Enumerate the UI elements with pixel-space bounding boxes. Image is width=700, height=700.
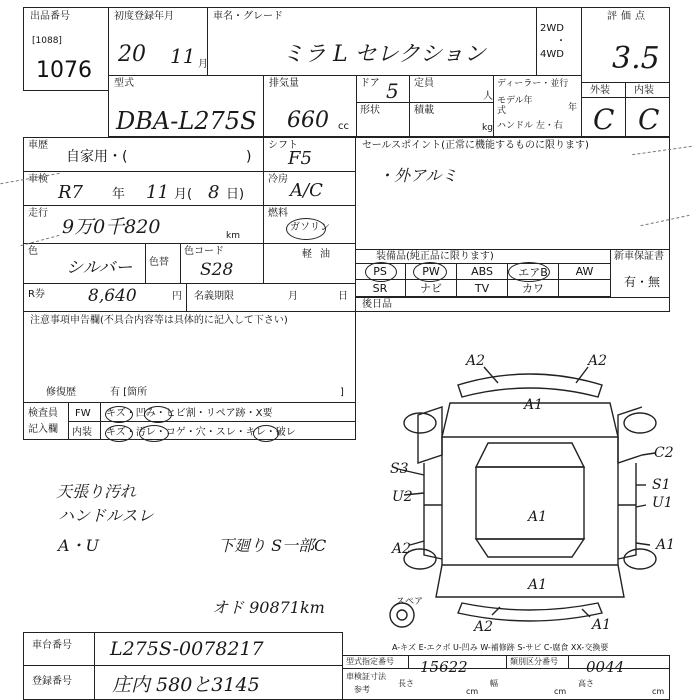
hist-div-4 — [23, 283, 356, 284]
history-close: ) — [246, 149, 252, 165]
type-cert-vdiv — [408, 655, 409, 668]
shift-value: F5 — [288, 148, 312, 169]
mark-left-door-1: S3 — [390, 461, 409, 477]
color-change-label: 色替 — [149, 257, 169, 268]
equip-item: TV — [474, 281, 490, 295]
term-label: 名義期限 — [194, 291, 234, 302]
inspection-month-unit: 月( — [174, 187, 193, 202]
note-line-1: 天張り汚れ — [56, 482, 137, 501]
score-label: 評価点 — [607, 11, 649, 22]
class-vdiv-2 — [568, 655, 569, 668]
plate-label: 車台番号 — [32, 640, 72, 651]
hist-div-1 — [23, 171, 356, 172]
mark-left-door-2: U2 — [392, 489, 413, 505]
mark-front-right: A2 — [588, 353, 608, 369]
int-scratch-circle — [105, 425, 133, 442]
term-month: 月 — [288, 291, 298, 302]
fw-label: FW — [75, 408, 91, 419]
selling-value: ・外アルミ — [378, 166, 458, 185]
inspector-vdiv-2 — [100, 402, 101, 440]
recycle-value: 8,640 — [88, 286, 137, 306]
int-insp-label: 内装 — [72, 427, 92, 438]
equip-cell — [508, 280, 559, 297]
repair-value: 有 [箇所 — [110, 387, 148, 398]
equip-item: ABS — [471, 265, 493, 278]
dealer-label: ディーラー・並行 — [497, 79, 569, 89]
class-vdiv — [506, 655, 507, 668]
class-value: 0044 — [586, 658, 625, 676]
model-value: DBA-L275S — [116, 107, 257, 135]
equip-cell — [457, 280, 508, 297]
ext-int-divider — [581, 97, 670, 98]
equip-item: ナビ — [420, 282, 442, 295]
first-reg-year: 20 — [118, 42, 146, 67]
inspection-day-val: 8 — [208, 182, 220, 203]
mark-hood: A1 — [524, 397, 544, 413]
displacement-label: 排気量 — [269, 78, 299, 89]
lot-sub: [1088] — [32, 36, 62, 46]
int-insp-items: キズ・汚レ・コゲ・穴・スレ・キレ・破レ — [106, 427, 296, 438]
type-cert-label: 型式指定番号 — [346, 657, 394, 666]
fw-dent-circle — [144, 406, 172, 423]
fw-scratch-circle — [105, 406, 133, 423]
mark-left-rear: A2 — [392, 541, 412, 557]
notes-title: 注意事項申告欄(不具合内容等は具体的に記入して下さい) — [30, 315, 288, 326]
inspection-label: 車検 — [28, 174, 48, 185]
lot-label: 出品番号 — [30, 11, 70, 22]
capacity-label: 定員 — [414, 78, 434, 89]
size-ref-label: 参考 — [354, 685, 370, 694]
equip-cell — [457, 263, 508, 280]
mark-front-left: A2 — [466, 353, 486, 369]
bottom-hdiv — [23, 665, 343, 666]
history-label: 車歴 — [28, 140, 48, 151]
color-vdiv — [145, 243, 146, 283]
height-label: 高さ — [578, 679, 594, 688]
mileage-unit: km — [226, 231, 240, 241]
doors-value: 5 — [386, 79, 399, 103]
pw-circle — [413, 262, 447, 282]
mark-right-door-2: U1 — [652, 495, 673, 511]
int-value: C — [638, 103, 660, 136]
fuel-diesel: 軽油 — [302, 249, 338, 260]
color-code-value: S28 — [200, 260, 234, 280]
equip-item: カワ — [522, 282, 544, 295]
warranty-label: 新車保証書 — [614, 251, 664, 262]
equip-title: 装備品(純正品に限ります) — [376, 251, 494, 262]
note-line-3: A・U — [58, 536, 100, 555]
hist-div-2 — [23, 205, 356, 206]
note-line-4: 下廻り S一部C — [218, 536, 327, 555]
recycle-unit: 円 — [172, 291, 182, 302]
car-name-value: ミラ L セレクション — [282, 42, 486, 67]
inspection-year-unit: 年 — [112, 187, 126, 202]
rear-div — [355, 297, 670, 298]
mark-right-door-1: S1 — [652, 477, 671, 493]
car-name-label: 車名・グレード — [213, 11, 283, 22]
shape-label: 形状 — [360, 105, 380, 116]
model-year-unit: 年 — [568, 103, 578, 113]
ext-label: 外装 — [590, 85, 610, 96]
score-value: 3.5 — [612, 41, 660, 76]
first-reg-label: 初度登録年月 — [114, 11, 174, 22]
inspection-era: R7 — [58, 182, 84, 203]
repair-label: 修復歴 — [46, 387, 76, 398]
width-label: 幅 — [490, 679, 498, 688]
int-wear-circle — [253, 425, 279, 442]
int-label: 内装 — [634, 85, 654, 96]
drive-2wd: 2WD — [540, 23, 564, 34]
inspector-label-1: 検査員 — [28, 408, 58, 419]
model-label: 型式 — [114, 78, 134, 89]
hist-vdiv — [263, 137, 264, 283]
mark-rear-bumper-right: A1 — [592, 617, 612, 633]
plate-value: L275S-0078217 — [110, 638, 264, 660]
repair-close: ] — [340, 387, 344, 398]
capacity-unit: 人 — [483, 91, 493, 102]
ac-label: 冷房 — [268, 174, 288, 185]
mark-right-fender: C2 — [654, 445, 674, 461]
drive-4wd: 4WD — [540, 49, 564, 60]
fuel-gas-circle — [286, 218, 326, 240]
mileage-value: 9万0千820 — [62, 216, 161, 238]
height-unit: cm — [652, 687, 665, 696]
equip-cell — [559, 263, 611, 280]
drive-dot: ・ — [556, 36, 566, 47]
mark-right-rear: A1 — [656, 537, 676, 553]
len-unit: cm — [466, 687, 479, 696]
width-unit: cm — [554, 687, 567, 696]
class-label: 類別区分番号 — [510, 657, 558, 666]
color-code-label: 色コード — [184, 246, 224, 257]
note-line-2: ハンドルスレ — [58, 506, 154, 525]
equip-cell — [559, 280, 611, 297]
equip-item: PS — [373, 265, 387, 278]
mark-rear-bumper-left: A2 — [474, 619, 494, 635]
first-reg-month: 11 — [170, 44, 196, 68]
fuel-gas: ガソリン — [290, 222, 330, 233]
hist-div-3 — [23, 243, 356, 244]
recycle-vdiv — [186, 283, 187, 312]
inspector-label-2: 記入欄 — [28, 424, 58, 435]
equip-item: SR — [372, 281, 388, 295]
ps-circle — [365, 262, 397, 282]
ac-value: A/C — [290, 180, 323, 201]
color-code-vdiv — [180, 243, 181, 283]
recycle-label: R券 — [28, 289, 45, 300]
int-dirt-circle — [139, 425, 169, 442]
first-reg-unit: 月 — [198, 59, 208, 70]
color-label: 色 — [28, 246, 38, 257]
history-value: 自家用・( — [66, 149, 128, 165]
doors-label: ドア — [360, 78, 380, 89]
lot-number: 1076 — [36, 58, 92, 83]
model-year-label: モデル年式 — [497, 96, 533, 116]
equip-item: エアB — [518, 265, 548, 279]
diagram-legend: A-キズ E-エクボ U-凹み W-補修跡 S-サビ C-腐食 XX-交換要 — [392, 643, 609, 652]
mark-rear-window: A1 — [528, 577, 548, 593]
handle-label: ハンドル 左・右 — [497, 121, 563, 131]
ext-value: C — [593, 103, 615, 136]
note-odometer: オド 90871km — [212, 598, 325, 617]
color-value: シルバー — [66, 258, 133, 278]
mark-roof: A1 — [528, 509, 548, 525]
reg-label: 登録番号 — [32, 676, 72, 687]
equip-top — [355, 249, 670, 250]
inspection-day-unit: 日) — [226, 187, 245, 202]
type-cert-value: 15622 — [420, 658, 468, 676]
bottom-vdiv — [94, 632, 95, 700]
equip-cell — [406, 280, 457, 297]
equip-item: PW — [422, 265, 440, 278]
load-unit: kg — [482, 123, 493, 133]
mileage-label: 走行 — [28, 208, 48, 219]
load-label: 積載 — [414, 105, 434, 116]
airbag-circle — [508, 262, 550, 282]
reg-value: 庄内 580と3145 — [112, 674, 260, 696]
warranty-value: 有・無 — [624, 275, 661, 289]
equip-item: AW — [575, 265, 594, 278]
fuel-label: 燃料 — [268, 208, 288, 219]
rear-seat-label: 後日品 — [362, 299, 392, 310]
inspection-month-val: 11 — [146, 182, 169, 203]
displacement-unit: cc — [338, 121, 349, 132]
shift-label: シフト — [268, 140, 298, 151]
selling-label: セールスポイント(正常に機能するものに限ります) — [362, 140, 589, 151]
spare-label: スペア — [396, 597, 424, 607]
fw-items: キズ・凹み・ヒビ割・リペア跡・X要 — [106, 408, 273, 419]
size-label: 車検証寸法 — [346, 672, 386, 681]
len-label: 長さ — [398, 679, 414, 688]
displacement-value: 660 — [287, 108, 329, 133]
term-day: 日 — [338, 291, 348, 302]
equip-cell — [355, 280, 406, 297]
